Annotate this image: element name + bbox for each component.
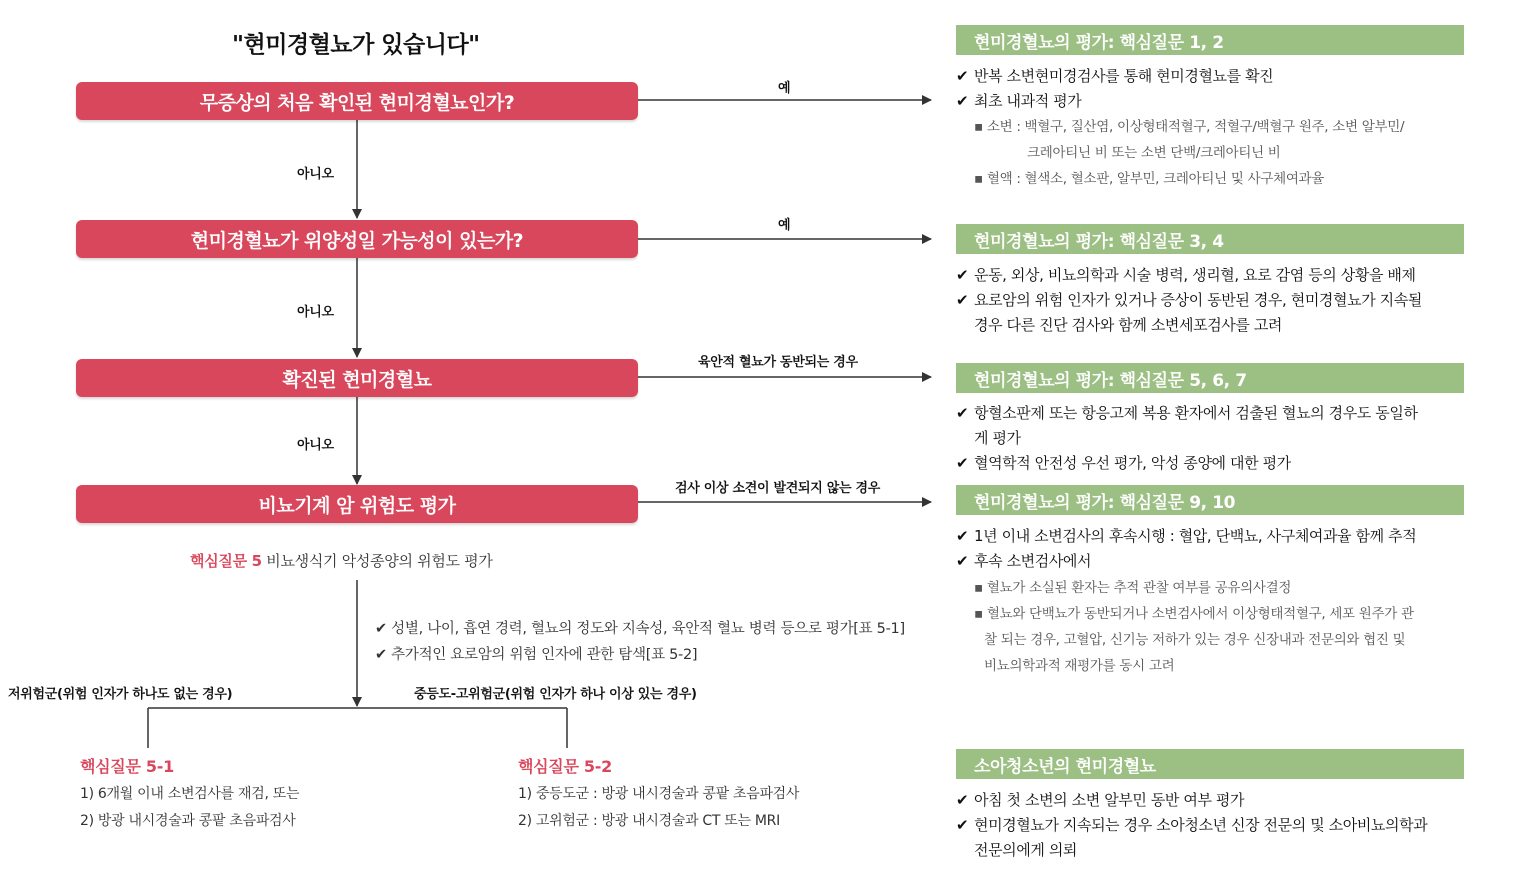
- kq51-line2: 2) 방광 내시경술과 콩팥 초음파검사: [80, 813, 296, 829]
- label-mid-high-risk: 중등도-고위험군(위험 인자가 하나 이상 있는 경우): [414, 687, 697, 702]
- checkmark-icon: ✔: [956, 266, 969, 284]
- risk-check-2: ✔ 추가적인 요로암의 위험 인자에 관한 탐색[표 5-2]: [375, 647, 698, 663]
- panel4-sub-1: ▪ 혈뇨가 소실된 환자는 추적 관찰 여부를 공유의사결정: [974, 580, 1292, 596]
- panel-header-kq1-2: 현미경혈뇨의 평가: 핵심질문 1, 2: [956, 25, 1464, 55]
- panel4-sub-2b: 찰 되는 경우, 고혈압, 신기능 저하가 있는 경우 신장내과 전문의와 협진 및: [984, 632, 1406, 648]
- label-no-1: 아니오: [297, 167, 334, 182]
- panel1-sub-1a: ▪ 소변 : 백혈구, 질산염, 이상형태적혈구, 적혈구/백혈구 원주, 소변 알부민/: [974, 119, 1405, 135]
- kq51-label: 핵심질문 5-1: [80, 757, 174, 776]
- panel1-check-2: ✔ 최초 내과적 평가: [956, 89, 1476, 114]
- kq5-text: 비뇨생식기 악성종양의 위험도 평가: [266, 552, 493, 570]
- panel5-check-1: ✔ 아침 첫 소변의 소변 알부민 동반 여부 평가: [956, 788, 1476, 813]
- kq52-line1: 1) 중등도군 : 방광 내시경술과 콩팥 초음파검사: [518, 786, 800, 802]
- checkmark-icon: ✔: [956, 92, 969, 110]
- flow-box-false-positive: 현미경혈뇨가 위양성일 가능성이 있는가?: [76, 220, 638, 258]
- checkmark-icon: ✔: [956, 791, 969, 809]
- panel2-check-2: ✔ 요로암의 위험 인자가 있거나 증상이 동반된 경우, 현미경혈뇨가 지속될: [956, 288, 1476, 313]
- panel1-sub-1b: 크레아티닌 비 또는 소변 단백/크레아티닌 비: [1027, 145, 1281, 161]
- panel-header-kq5-6-7: 현미경혈뇨의 평가: 핵심질문 5, 6, 7: [956, 363, 1464, 393]
- risk-check-1: ✔ 성별, 나이, 흡연 경력, 혈뇨의 정도와 지속성, 육안적 혈뇨 병력 등으로 평가[표 5-1]: [375, 621, 905, 637]
- kq52-line2: 2) 고위험군 : 방광 내시경술과 CT 또는 MRI: [518, 813, 780, 829]
- checkmark-icon: ✔: [956, 527, 969, 545]
- panel4-check-2: ✔ 후속 소변검사에서: [956, 549, 1476, 574]
- panel1-sub-2: ▪ 혈액 : 혈색소, 혈소판, 알부민, 크레아티닌 및 사구체여과율: [974, 171, 1325, 187]
- panel-header-kq9-10: 현미경혈뇨의 평가: 핵심질문 9, 10: [956, 485, 1464, 515]
- checkmark-icon: ✔: [375, 621, 387, 637]
- label-no-2: 아니오: [297, 305, 334, 320]
- panel4-sub-2a: ▪ 혈뇨와 단백뇨가 동반되거나 소변검사에서 이상형태적혈구, 세포 원주가 관: [974, 606, 1414, 622]
- label-no-3: 아니오: [297, 438, 334, 453]
- checkmark-icon: ✔: [956, 404, 969, 422]
- checkmark-icon: ✔: [956, 291, 969, 309]
- panel5-check-2: ✔ 현미경혈뇨가 지속되는 경우 소아청소년 신장 전문의 및 소아비뇨의학과: [956, 813, 1476, 838]
- panel3-check-2: ✔ 혈역학적 안전성 우선 평가, 악성 종양에 대한 평가: [956, 451, 1476, 476]
- panel4-sub-2c: 비뇨의학과적 재평가를 동시 고려: [984, 658, 1175, 674]
- panel4-check-1: ✔ 1년 이내 소변검사의 후속시행 : 혈압, 단백뇨, 사구체여과율 함께 추적: [956, 524, 1476, 549]
- checkmark-icon: ✔: [956, 454, 969, 472]
- checkmark-icon: ✔: [956, 552, 969, 570]
- kq5-line: [190, 550, 493, 571]
- label-gross-hematuria: 육안적 혈뇨가 동반되는 경우: [698, 355, 858, 370]
- label-no-findings: 검사 이상 소견이 발견되지 않는 경우: [675, 481, 880, 496]
- panel3-check-1-cont: 게 평가: [974, 429, 1021, 447]
- kq5-label: 핵심질문 5: [190, 552, 262, 570]
- panel-header-pediatric: 소아청소년의 현미경혈뇨: [956, 749, 1464, 779]
- flow-box-confirmed: 확진된 현미경혈뇨: [76, 359, 638, 397]
- kq51-line1: 1) 6개월 이내 소변검사를 재검, 또는: [80, 786, 300, 802]
- checkmark-icon: ✔: [375, 647, 387, 663]
- kq52-label: 핵심질문 5-2: [518, 757, 612, 776]
- panel-header-kq3-4: 현미경혈뇨의 평가: 핵심질문 3, 4: [956, 224, 1464, 254]
- checkmark-icon: ✔: [956, 67, 969, 85]
- flow-box-risk-eval: 비뇨기계 암 위험도 평가: [76, 485, 638, 523]
- panel1-check-1: ✔ 반복 소변현미경검사를 통해 현미경혈뇨를 확진: [956, 64, 1476, 89]
- label-yes-2: 예: [778, 218, 791, 233]
- panel3-check-1: ✔ 항혈소판제 또는 항응고제 복용 환자에서 검출된 혈뇨의 경우도 동일하: [956, 401, 1476, 426]
- flow-box-first-detected: 무증상의 처음 확인된 현미경혈뇨인가?: [76, 82, 638, 120]
- label-low-risk: 저위험군(위험 인자가 하나도 없는 경우): [8, 687, 233, 702]
- panel2-check-2-cont: 경우 다른 진단 검사와 함께 소변세포검사를 고려: [974, 316, 1283, 334]
- checkmark-icon: ✔: [956, 816, 969, 834]
- page-title: "현미경혈뇨가 있습니다": [232, 32, 480, 58]
- panel2-check-1: ✔ 운동, 외상, 비뇨의학과 시술 병력, 생리혈, 요로 감염 등의 상황을 배제: [956, 263, 1476, 288]
- label-yes-1: 예: [778, 81, 791, 96]
- panel5-check-2-cont: 전문의에게 의뢰: [974, 841, 1077, 859]
